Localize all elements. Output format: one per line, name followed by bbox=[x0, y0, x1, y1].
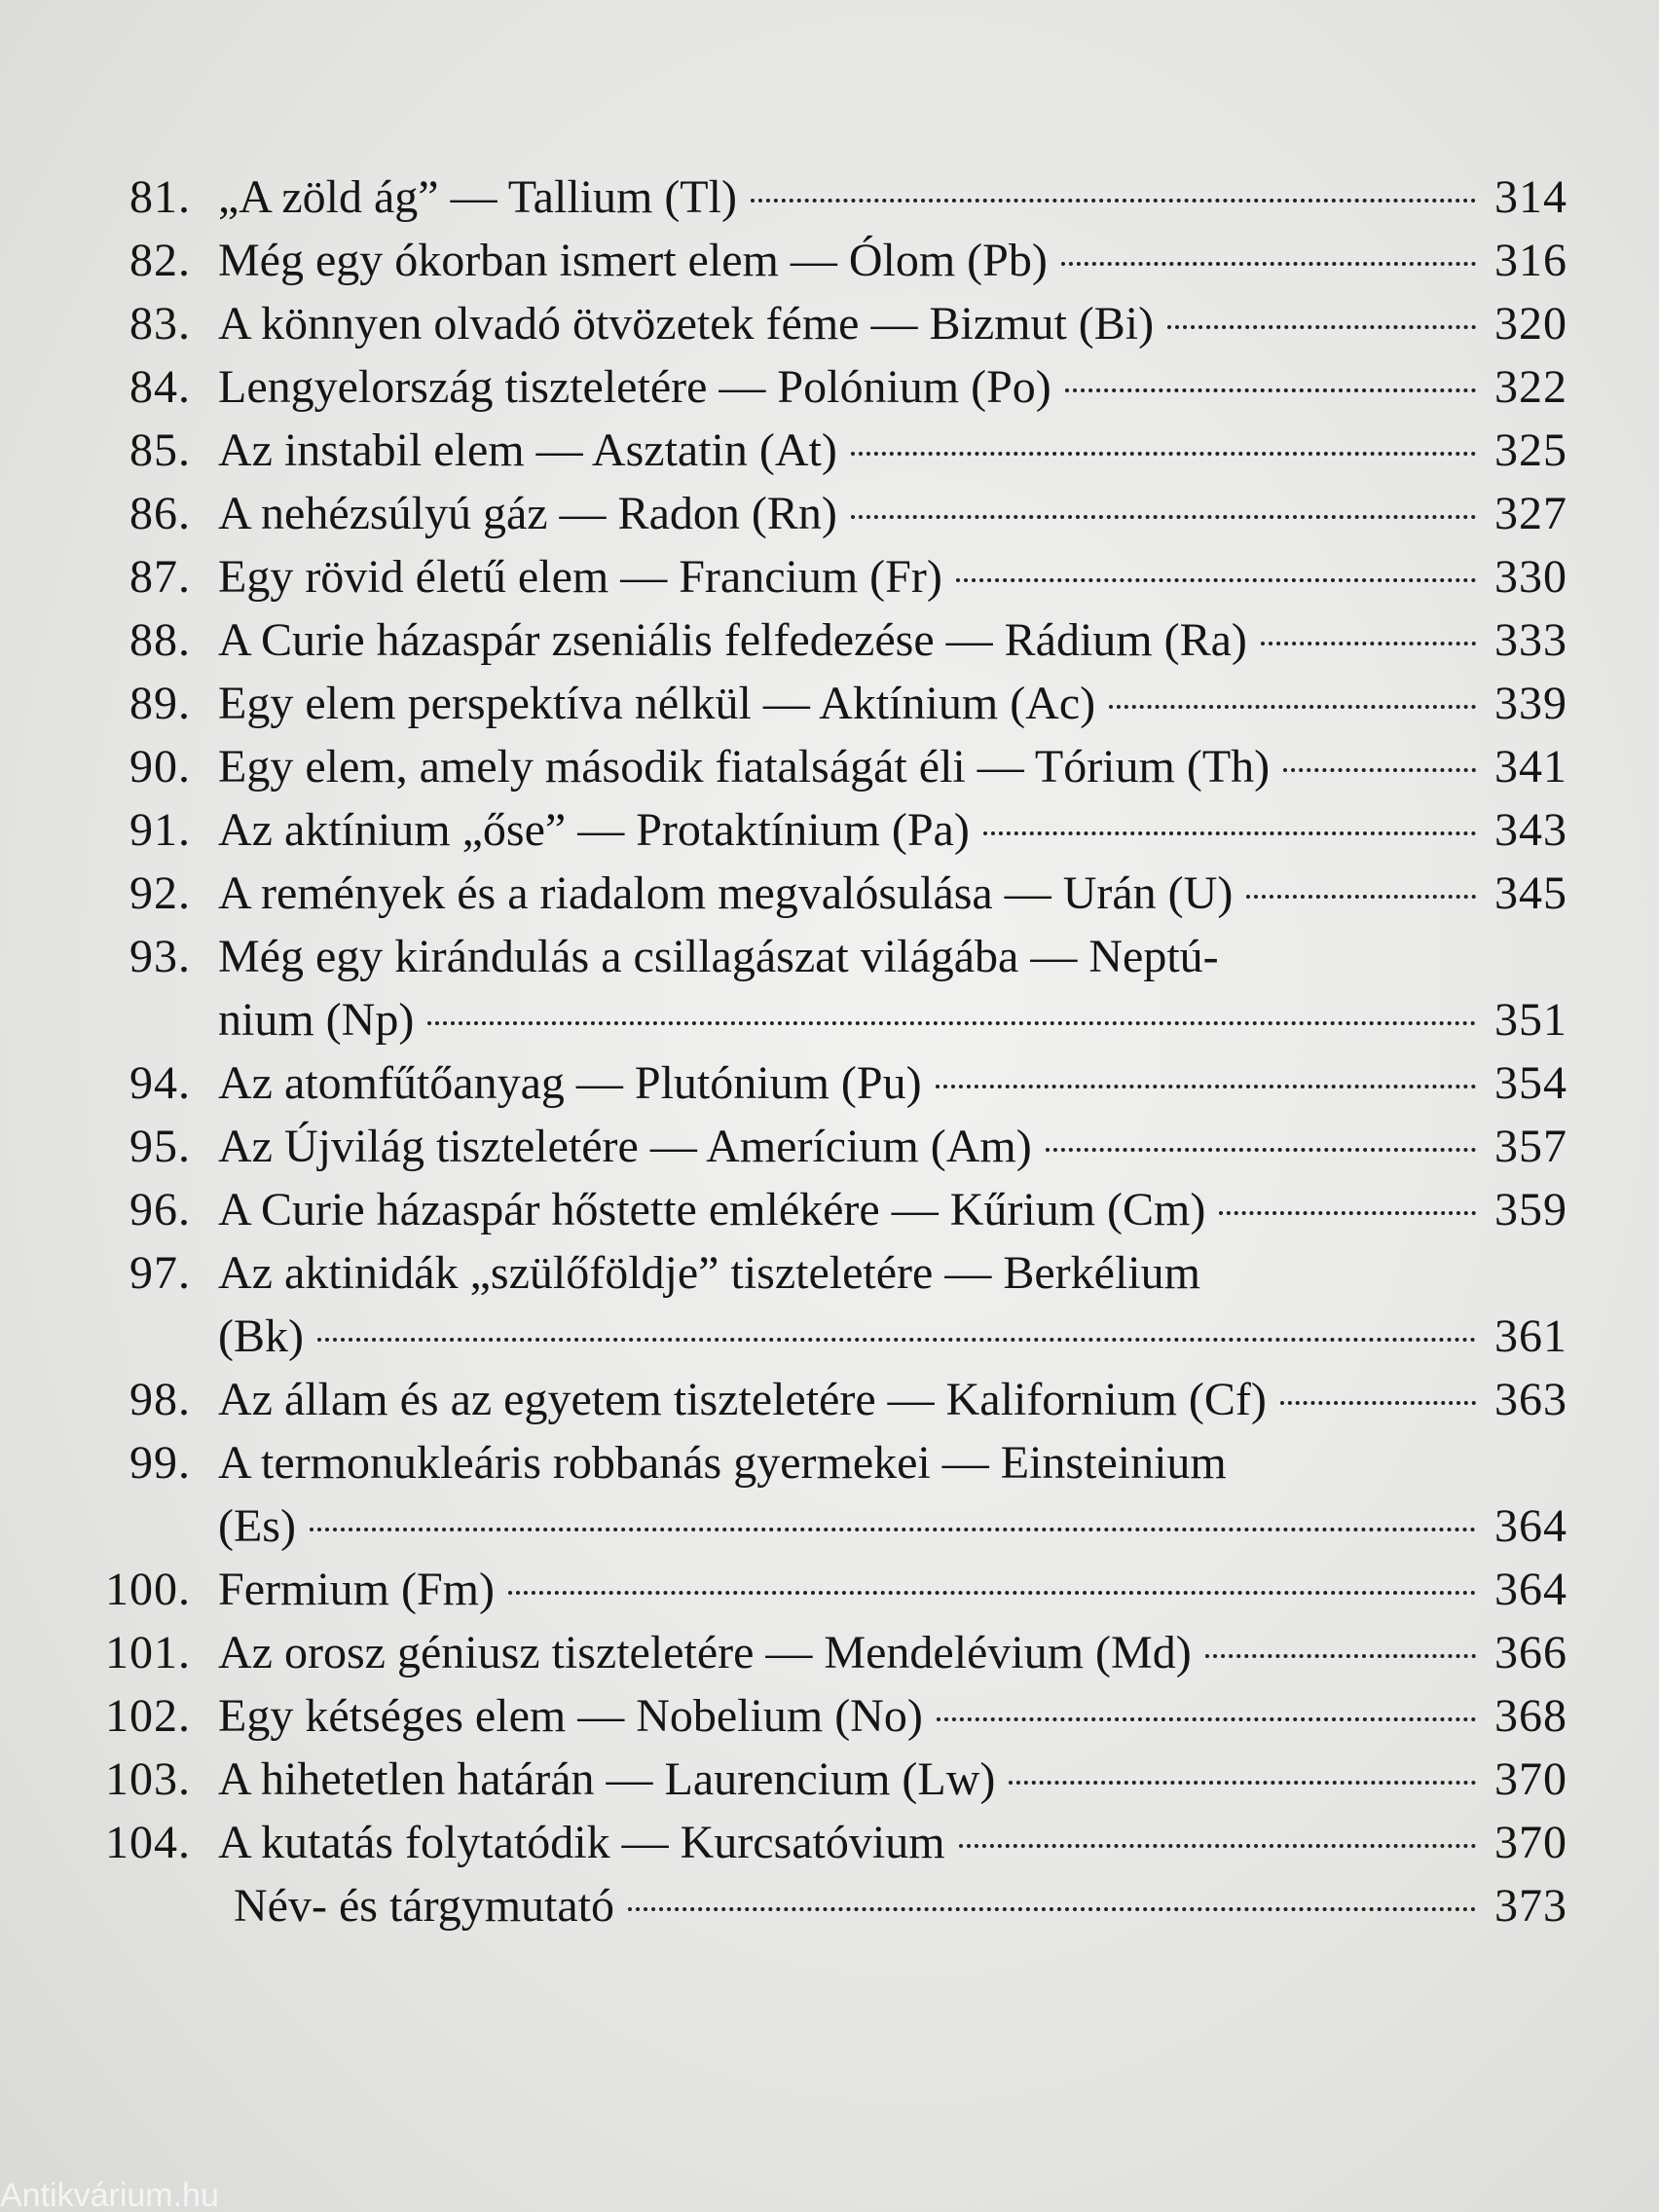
entry-page-number: 351 bbox=[1494, 994, 1567, 1046]
entry-number: 103. bbox=[105, 1753, 191, 1805]
entry-line bbox=[218, 1178, 1567, 1241]
entry-title: Az atomfűtőanyag — Plutónium (Pu) bbox=[218, 1057, 922, 1109]
entry-line bbox=[218, 925, 1567, 988]
entry-page-number: 370 bbox=[1494, 1817, 1567, 1868]
entry-line bbox=[218, 608, 1567, 672]
dot-leader bbox=[1065, 388, 1476, 392]
entry-line bbox=[218, 1305, 1567, 1368]
entry-title: Az aktínium „őse” — Protaktínium (Pa) bbox=[218, 804, 970, 856]
dot-leader bbox=[956, 578, 1476, 582]
entry-number: 81. bbox=[129, 171, 191, 223]
toc-entry bbox=[97, 166, 1567, 229]
dot-leader bbox=[1246, 895, 1476, 899]
entry-title: Egy rövid életű elem — Francium (Fr) bbox=[218, 551, 942, 603]
toc-entry-continuation bbox=[97, 1305, 1567, 1368]
entry-title: A nehézsúlyú gáz — Radon (Rn) bbox=[218, 488, 837, 539]
entry-line bbox=[234, 1874, 1567, 1937]
entry-line bbox=[218, 1431, 1567, 1494]
entry-number: 82. bbox=[129, 235, 191, 286]
toc-entry bbox=[97, 545, 1567, 608]
entry-line bbox=[218, 419, 1567, 482]
entry-line bbox=[218, 1115, 1567, 1178]
entry-page-number: 370 bbox=[1494, 1753, 1567, 1805]
entry-line bbox=[218, 672, 1567, 735]
entry-page-number: 327 bbox=[1494, 488, 1567, 539]
entry-line bbox=[218, 1684, 1567, 1748]
entry-title: Fermium (Fm) bbox=[218, 1564, 495, 1615]
entry-line bbox=[218, 1558, 1567, 1621]
entry-title: Egy elem, amely második fiatalságát éli — Tórium (Th) bbox=[218, 741, 1271, 793]
entry-title: Az orosz géniusz tiszteletére — Mendelévium (Md) bbox=[218, 1627, 1192, 1678]
entry-title: Még egy kirándulás a csillagászat világába — Neptú- bbox=[218, 931, 1219, 982]
entry-number: 98. bbox=[129, 1374, 191, 1425]
entry-title: Egy elem perspektíva nélkül — Aktínium (Ac) bbox=[218, 678, 1096, 729]
entry-title: Az aktinidák „szülőföldje” tiszteletére — Berkélium bbox=[218, 1247, 1200, 1299]
entry-title: Lengyelország tiszteletére — Polónium (Po) bbox=[218, 361, 1051, 413]
entry-number: 90. bbox=[129, 741, 191, 793]
entry-title: A Curie házaspár hőstette emlékére — Kűrium (Cm) bbox=[218, 1184, 1206, 1235]
dot-leader bbox=[959, 1844, 1476, 1848]
entry-number: 84. bbox=[129, 361, 191, 413]
entry-number: 99. bbox=[129, 1437, 191, 1489]
toc-entry bbox=[97, 1178, 1567, 1241]
toc-entry bbox=[97, 419, 1567, 482]
dot-leader bbox=[1283, 768, 1476, 772]
entry-number: 100. bbox=[105, 1564, 191, 1615]
toc-entry bbox=[97, 482, 1567, 545]
dot-leader bbox=[937, 1717, 1476, 1721]
toc-entry bbox=[97, 925, 1567, 988]
entry-title: „A zöld ág” — Tallium (Tl) bbox=[218, 171, 737, 223]
entry-title: Még egy ókorban ismert elem — Ólom (Pb) bbox=[218, 235, 1048, 286]
entry-title: A kutatás folytatódik — Kurcsatóvium bbox=[218, 1817, 945, 1868]
toc-entry bbox=[97, 1051, 1567, 1115]
entry-page-number: 316 bbox=[1494, 235, 1567, 286]
entry-number: 91. bbox=[129, 804, 191, 856]
entry-page-number: 320 bbox=[1494, 298, 1567, 350]
entry-page-number: 364 bbox=[1494, 1500, 1567, 1552]
entry-title: (Bk) bbox=[218, 1310, 304, 1362]
entry-line bbox=[218, 1241, 1567, 1305]
toc-entry bbox=[97, 292, 1567, 355]
entry-title: Az állam és az egyetem tiszteletére — Kalifornium (Cf) bbox=[218, 1374, 1267, 1425]
entry-title: Az instabil elem — Asztatin (At) bbox=[218, 424, 837, 476]
dot-leader bbox=[427, 1021, 1476, 1025]
entry-page-number: 333 bbox=[1494, 614, 1567, 666]
entry-line bbox=[218, 735, 1567, 798]
entry-page-number: 345 bbox=[1494, 867, 1567, 919]
entry-number: 104. bbox=[105, 1817, 191, 1868]
entry-number: 93. bbox=[129, 931, 191, 982]
toc-entry bbox=[97, 1558, 1567, 1621]
toc-entry bbox=[97, 608, 1567, 672]
entry-line bbox=[218, 166, 1567, 229]
dot-leader bbox=[1167, 325, 1476, 329]
toc-entry bbox=[97, 672, 1567, 735]
entry-page-number: 364 bbox=[1494, 1564, 1567, 1615]
toc-entry bbox=[97, 355, 1567, 419]
toc-entry bbox=[97, 1811, 1567, 1874]
entry-title: (Es) bbox=[218, 1500, 296, 1552]
entry-page-number: 330 bbox=[1494, 551, 1567, 603]
dot-leader bbox=[1061, 262, 1476, 266]
table-of-contents bbox=[97, 166, 1567, 1937]
entry-line bbox=[218, 229, 1567, 292]
entry-line bbox=[218, 1621, 1567, 1684]
entry-page-number: 359 bbox=[1494, 1184, 1567, 1235]
entry-page-number: 368 bbox=[1494, 1690, 1567, 1742]
entry-number: 101. bbox=[105, 1627, 191, 1678]
entry-title: A könnyen olvadó ötvözetek féme — Bizmut (Bi) bbox=[218, 298, 1155, 350]
entry-title: Név- és tárgymutató bbox=[234, 1880, 615, 1932]
entry-line bbox=[218, 1811, 1567, 1874]
entry-number: 102. bbox=[105, 1690, 191, 1742]
dot-leader bbox=[628, 1907, 1476, 1911]
entry-number: 87. bbox=[129, 551, 191, 603]
entry-number: 89. bbox=[129, 678, 191, 729]
entry-line bbox=[218, 862, 1567, 925]
toc-entry bbox=[97, 1115, 1567, 1178]
dot-leader bbox=[851, 515, 1476, 519]
toc-entry-continuation bbox=[97, 1494, 1567, 1558]
dot-leader bbox=[1219, 1211, 1476, 1215]
entry-number: 85. bbox=[129, 424, 191, 476]
toc-entry bbox=[97, 1684, 1567, 1748]
entry-page-number: 339 bbox=[1494, 678, 1567, 729]
entry-line bbox=[218, 355, 1567, 419]
toc-entry bbox=[97, 862, 1567, 925]
toc-entry bbox=[97, 798, 1567, 862]
entry-page-number: 373 bbox=[1494, 1880, 1567, 1932]
watermark: Antikvárium.hu bbox=[0, 2177, 219, 2212]
dot-leader bbox=[1109, 705, 1476, 709]
entry-line bbox=[218, 988, 1567, 1051]
entry-number: 83. bbox=[129, 298, 191, 350]
entry-page-number: 354 bbox=[1494, 1057, 1567, 1109]
entry-title: A termonukleáris robbanás gyermekei — Einsteinium bbox=[218, 1437, 1227, 1489]
toc-entry bbox=[97, 1241, 1567, 1305]
toc-entry bbox=[97, 1748, 1567, 1811]
dot-leader bbox=[751, 199, 1476, 203]
entry-line bbox=[218, 798, 1567, 862]
dot-leader bbox=[851, 452, 1476, 456]
entry-page-number: 357 bbox=[1494, 1121, 1567, 1172]
entry-line bbox=[218, 1494, 1567, 1558]
toc-index-entry bbox=[97, 1874, 1567, 1937]
entry-page-number: 341 bbox=[1494, 741, 1567, 793]
entry-number: 86. bbox=[129, 488, 191, 539]
entry-line bbox=[218, 482, 1567, 545]
entry-page-number: 366 bbox=[1494, 1627, 1567, 1678]
entry-page-number: 343 bbox=[1494, 804, 1567, 856]
toc-entry bbox=[97, 229, 1567, 292]
dot-leader bbox=[508, 1591, 1476, 1595]
entry-line bbox=[218, 1368, 1567, 1431]
dot-leader bbox=[983, 831, 1476, 835]
toc-entry bbox=[97, 1368, 1567, 1431]
entry-title: Az Újvilág tiszteletére — Amerícium (Am) bbox=[218, 1121, 1032, 1172]
dot-leader bbox=[1046, 1148, 1476, 1152]
entry-title: A Curie házaspár zseniális felfedezése — Rádium (Ra) bbox=[218, 614, 1247, 666]
dot-leader bbox=[1205, 1654, 1476, 1658]
entry-page-number: 325 bbox=[1494, 424, 1567, 476]
toc-entry bbox=[97, 735, 1567, 798]
entry-title: A remények és a riadalom megvalósulása — Urán (U) bbox=[218, 867, 1234, 919]
entry-page-number: 361 bbox=[1494, 1310, 1567, 1362]
toc-entry-continuation bbox=[97, 988, 1567, 1051]
entry-number: 95. bbox=[129, 1121, 191, 1172]
entry-number: 92. bbox=[129, 867, 191, 919]
entry-title: Egy kétséges elem — Nobelium (No) bbox=[218, 1690, 923, 1742]
entry-title: nium (Np) bbox=[218, 994, 415, 1046]
entry-line bbox=[218, 292, 1567, 355]
dot-leader bbox=[1261, 642, 1476, 645]
dot-leader bbox=[1009, 1781, 1476, 1785]
entry-number: 96. bbox=[129, 1184, 191, 1235]
toc-entry bbox=[97, 1431, 1567, 1494]
dot-leader bbox=[1280, 1401, 1476, 1405]
dot-leader bbox=[317, 1338, 1476, 1342]
entry-number: 97. bbox=[129, 1247, 191, 1299]
dot-leader bbox=[936, 1085, 1476, 1088]
entry-line bbox=[218, 1051, 1567, 1115]
entry-page-number: 322 bbox=[1494, 361, 1567, 413]
entry-number: 94. bbox=[129, 1057, 191, 1109]
entry-line bbox=[218, 1748, 1567, 1811]
entry-page-number: 314 bbox=[1494, 171, 1567, 223]
toc-entry bbox=[97, 1621, 1567, 1684]
entry-number: 88. bbox=[129, 614, 191, 666]
dot-leader bbox=[310, 1528, 1476, 1531]
entry-title: A hihetetlen határán — Laurencium (Lw) bbox=[218, 1753, 996, 1805]
entry-line bbox=[218, 545, 1567, 608]
entry-page-number: 363 bbox=[1494, 1374, 1567, 1425]
